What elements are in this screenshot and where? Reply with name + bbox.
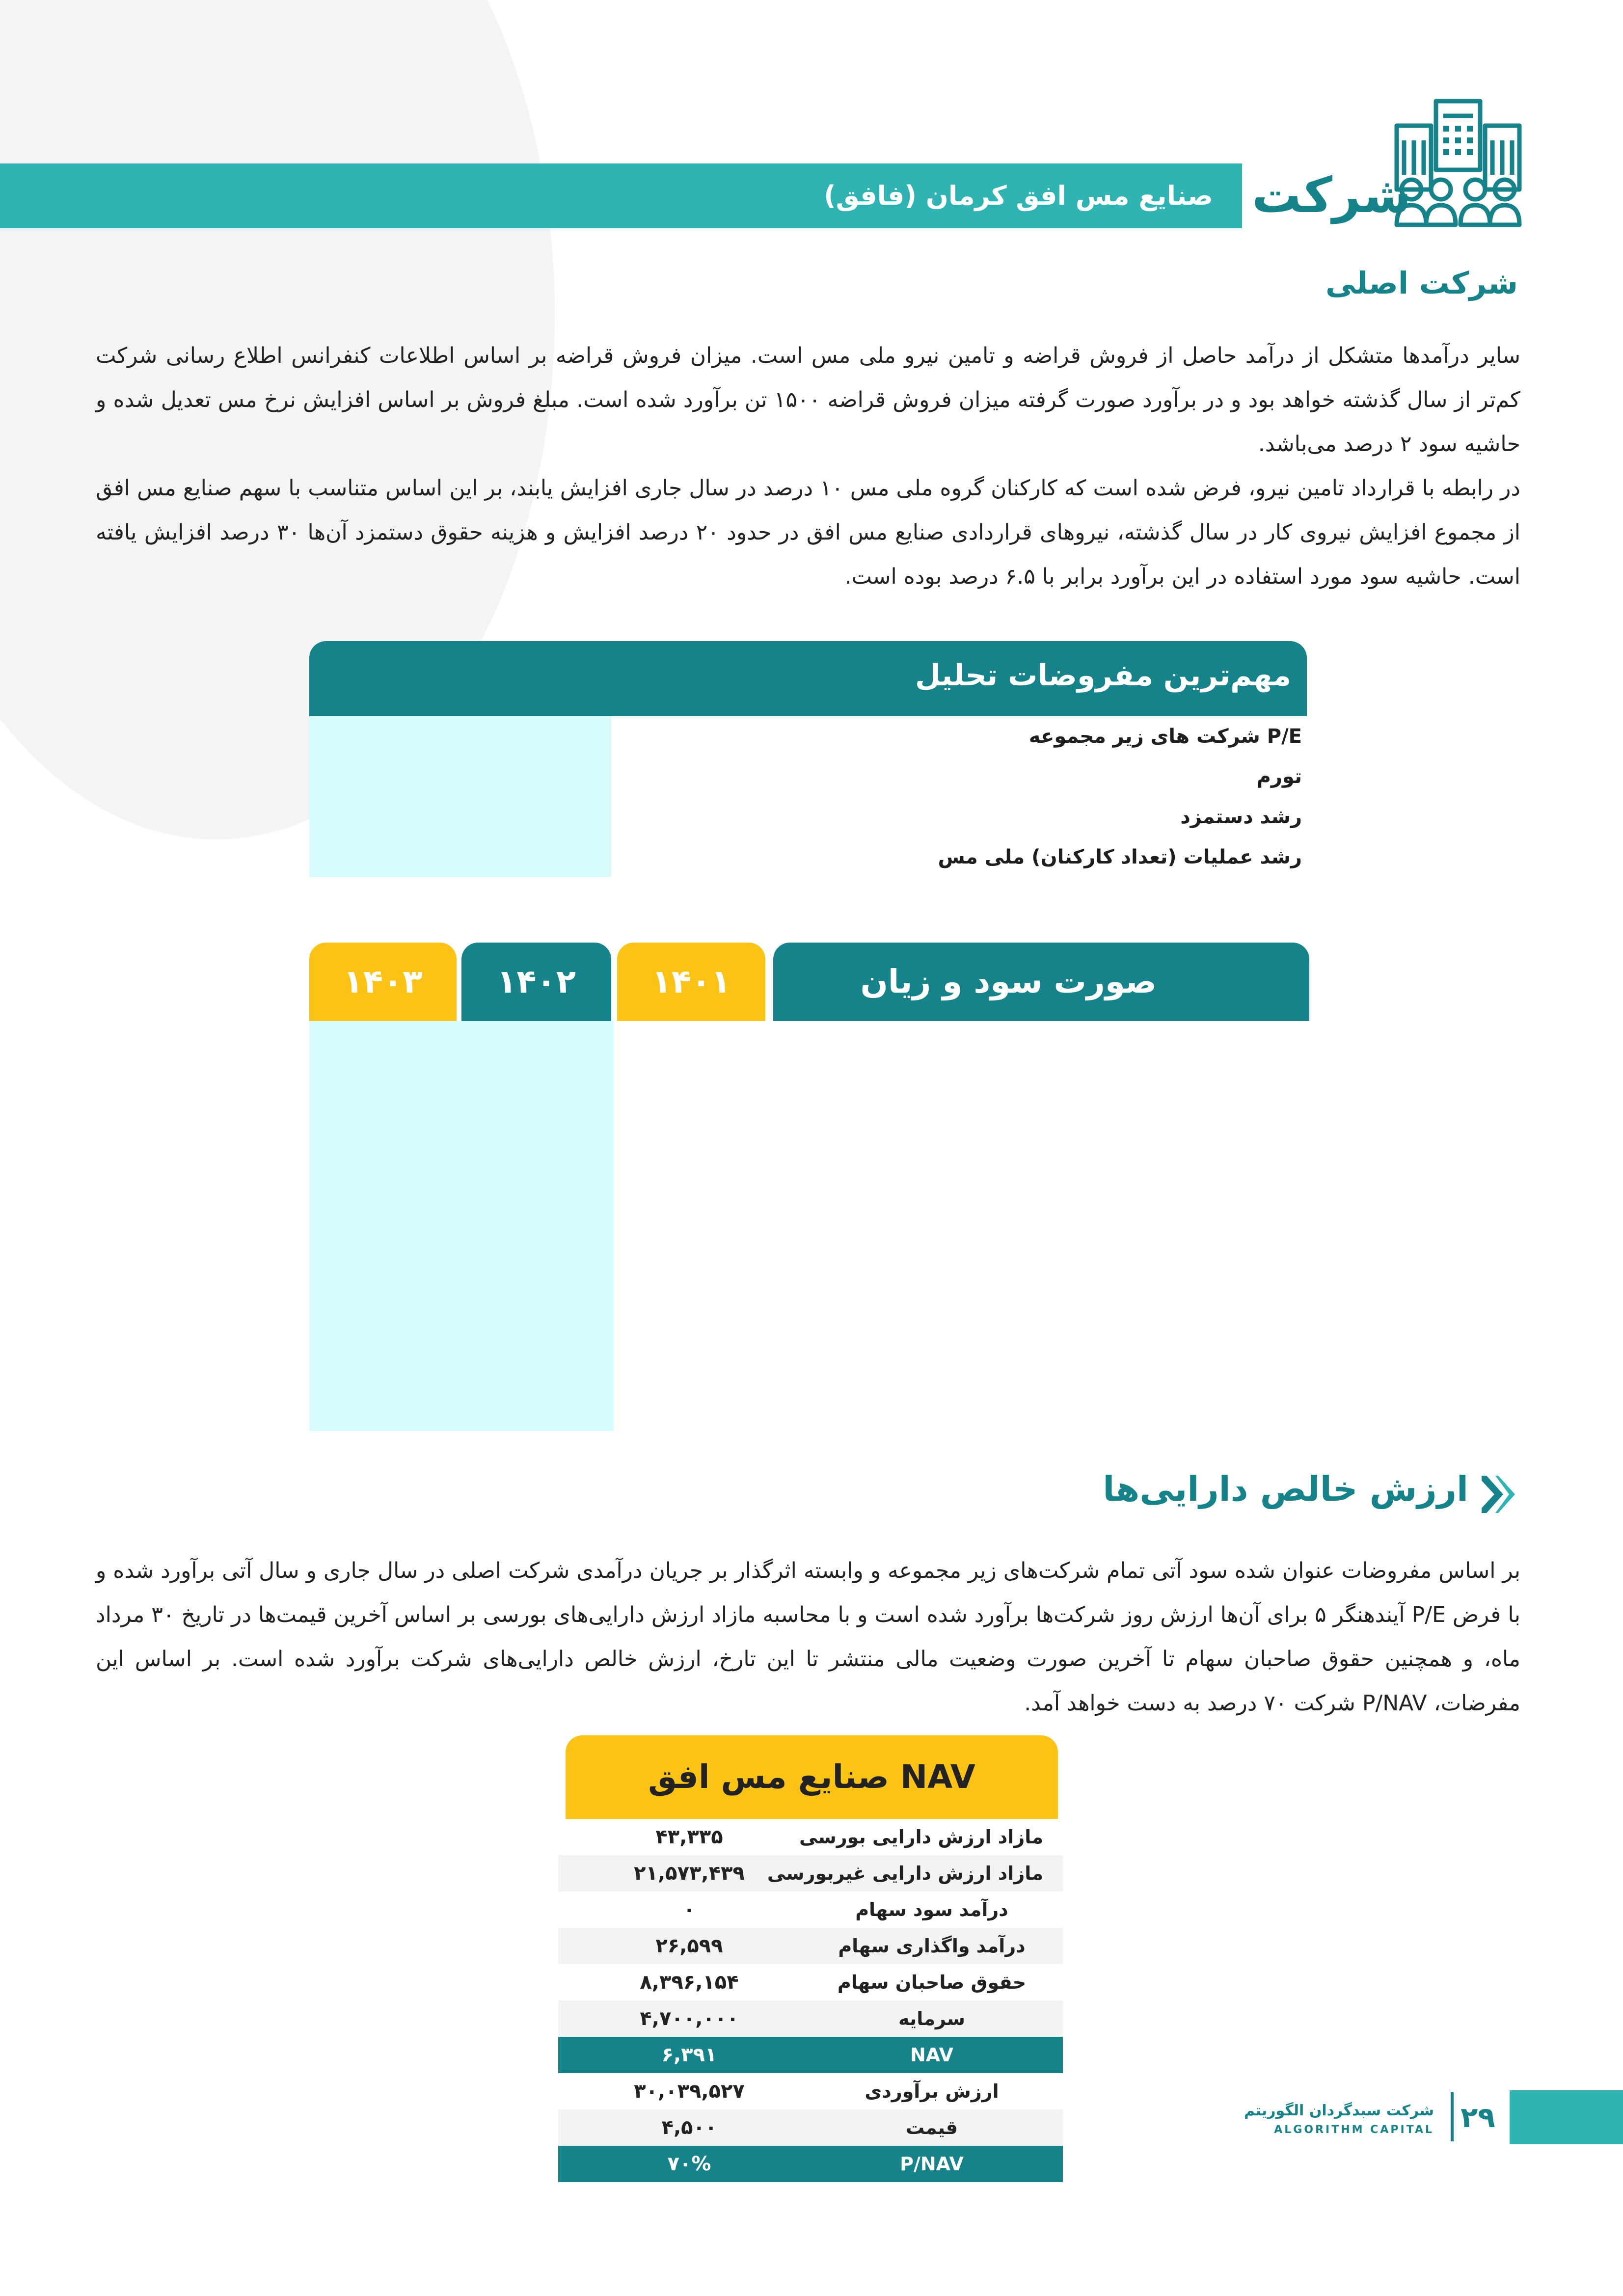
header-title-word: شرکت [1252, 166, 1411, 224]
assumptions-values-panel [309, 716, 611, 877]
year-header-1401: ۱۴۰۱ [617, 943, 765, 1021]
row-label: NAV [910, 2044, 954, 2066]
cell-value: ۷۰% [667, 2153, 711, 2175]
table-row [558, 2109, 1063, 2146]
cell-value: ۰ [683, 1898, 696, 1921]
brand-name-en: ALGORITHM CAPITAL [1274, 2124, 1434, 2136]
nav-text [96, 1549, 1520, 1726]
chevron-right-icon [1482, 1474, 1517, 1515]
year-header-1402: ۱۴۰۲ [461, 943, 611, 1021]
table-row [558, 2146, 1063, 2182]
row-label: رشد عملیات (تعداد کارکنان) ملی مس [938, 846, 1302, 868]
paragraph: بر اساس مفروضات عنوان شده سود آتی تمام شرکت‌های زیر مجموعه و وابسته اثرگذار بر جریان درآمدی شرکت اصلی در سال جاری و سال آتی برآورد شده و با فرض P/E آیندهنگر ۵ برای آن‌ها ارزش روز شرکت‌ها برآورد شده است و با محاسبه مازاد ارزش دارایی‌های بورسی بر اساس آخرین قیمت‌ها در تاریخ ۳۰ مرداد ماه، و همچنین حقوق صاحبان سهام تا آخرین صورت وضعیت مالی منتشر تا این تارخ، ارزش خالص دارایی‌های شرکت برآورد شده است. بر اساس این مفرضات، P/NAV شرکت ۷۰ درصد به دست خواهد آمد. [96, 1558, 1520, 1716]
table-row [558, 1964, 1063, 2000]
row-label: تورم [1256, 765, 1302, 788]
page-number: ۲۹ [1461, 2101, 1495, 2134]
row-label: درآمد واگذاری سهام [838, 1935, 1026, 1957]
paragraph: در رابطه با قرارداد تامین نیرو، فرض شده است که کارکنان گروه ملی مس ۱۰ درصد در سال جاری افزایش یابند، بر این اساس متناسب با سهم صنایع مس افق از مجموع افزایش نیروی کار در سال گذشته، نیروهای قراردادی صنایع مس افق در حدود ۲۰ درصد افزایش و هزینه حقوق دستمزد آن‌ها ۳۰ درصد افزایش یافته است. حاشیه سود مورد استفاده در این برآورد برابر با ۶.۵ درصد بوده است. [96, 476, 1520, 589]
income-labels-panel [614, 1021, 1309, 1431]
table-row [558, 2073, 1063, 2109]
section-heading-main-company: شرکت اصلی [1325, 265, 1518, 301]
paragraph: سایر درآمدها متشکل از درآمد حاصل از فروش قراضه و تامین نیرو ملی مس است. میزان فروش قراضه بر اساس اطلاعات کنفرانس اطلاع رسانی شرکت کم‌تر از سال گذشته خواهد بود و در برآورد صورت گرفته میزان فروش قراضه ۱۵۰۰ تن برآورد شده است. مبلغ فروش بر اساس افزایش نرخ مس تعدیل شده و حاشیه سود ۲ درصد می‌باشد. [96, 343, 1521, 457]
row-label: حقوق صاحبان سهام [837, 1972, 1027, 1993]
brand-name-fa: شرکت سبدگردان الگوریتم [1244, 2102, 1434, 2119]
row-label: P/NAV [900, 2153, 964, 2175]
table-row [558, 2000, 1063, 2037]
row-label: مازاد ارزش دارایی بورسی [799, 1826, 1043, 1848]
income-statement-title: صورت سود و زیان [860, 963, 1157, 1000]
company-name: صنایع مس افق کرمان (فافق) [824, 180, 1213, 211]
row-label: ارزش برآوردی [865, 2080, 999, 2102]
table-row [558, 1855, 1063, 1891]
main-company-text [96, 334, 1520, 599]
table-row [558, 2037, 1063, 2073]
cell-value: ۴,۷۰۰,۰۰۰ [640, 2007, 739, 2030]
cell-value: ۲۱,۵۷۳,۴۳۹ [634, 1862, 745, 1885]
cell-value: ۳۰,۰۳۹,۵۲۷ [634, 2080, 745, 2103]
assumptions-table-title: مهم‌ترین مفروضات تحلیل [915, 658, 1291, 693]
footer-divider [1451, 2092, 1454, 2141]
table-row [558, 1891, 1063, 1928]
nav-table-title: NAV صنایع مس افق [648, 1758, 975, 1796]
income-values-panel [309, 1021, 614, 1431]
cell-value: ۸,۳۹۶,۱۵۴ [640, 1971, 739, 1994]
row-label: مازاد ارزش دارایی غیربورسی [767, 1863, 1043, 1884]
row-label: رشد دستمزد [1180, 806, 1302, 828]
table-row [558, 1819, 1063, 1855]
buildings-people-logo-icon [1389, 96, 1527, 229]
row-label: P/E شرکت های زیر مجموعه [1028, 725, 1302, 748]
year-header-1403: ۱۴۰۳ [309, 943, 457, 1021]
cell-value: ۴۳,۳۳۵ [655, 1826, 723, 1848]
cell-value: ۲۶,۵۹۹ [655, 1935, 723, 1957]
table-row [558, 1928, 1063, 1964]
row-label: قیمت [905, 2117, 958, 2138]
footer-band [1510, 2090, 1623, 2144]
row-label: درآمد سود سهام [855, 1899, 1008, 1920]
section-heading-nav: ارزش خالص دارایی‌ها [1103, 1469, 1468, 1509]
cell-value: ۶,۳۹۱ [661, 2044, 717, 2066]
cell-value: ۴,۵۰۰ [661, 2116, 717, 2139]
row-label: سرمایه [898, 2008, 966, 2029]
